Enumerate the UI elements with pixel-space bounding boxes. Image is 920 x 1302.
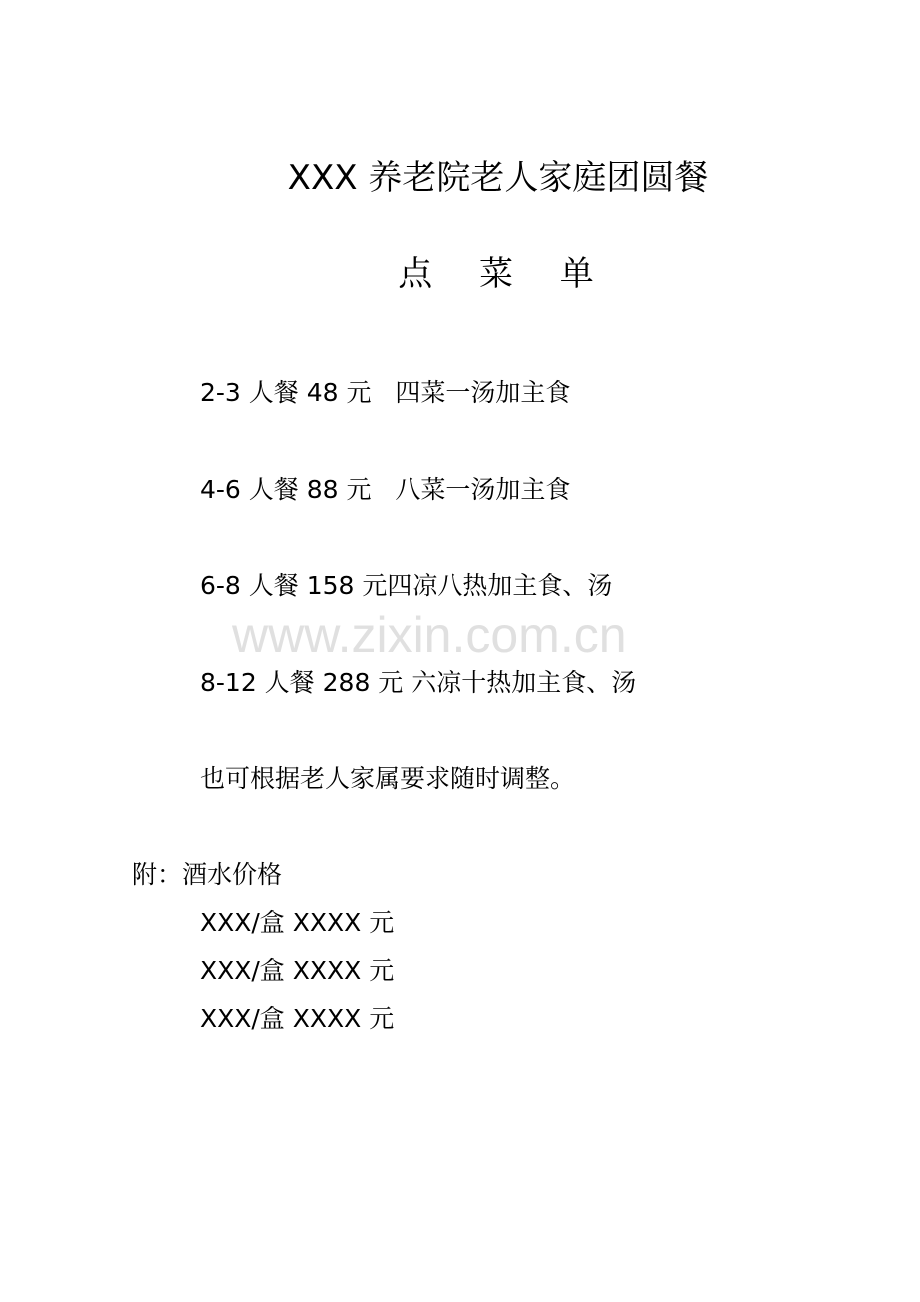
menu-item: 2-3 人餐 48 元 四菜一汤加主食 [200,378,571,407]
drink-price-item: XXX/盒 XXXX 元 [200,956,395,985]
adjustment-note: 也可根据老人家属要求随时调整。 [200,764,576,793]
menu-item: 8-12 人餐 288 元 六凉十热加主食、汤 [200,668,637,697]
appendix-heading: 附：酒水价格 [132,860,283,889]
watermark: www.zixin.com.cn [232,607,627,663]
drink-price-item: XXX/盒 XXXX 元 [200,908,395,937]
menu-item: 4-6 人餐 88 元 八菜一汤加主食 [200,475,571,504]
page-title: XXX 养老院老人家庭团圆餐 [287,158,709,198]
menu-item: 6-8 人餐 158 元四凉八热加主食、汤 [200,571,613,600]
drink-price-item: XXX/盒 XXXX 元 [200,1004,395,1033]
page-subtitle: 点 菜 单 [398,254,612,294]
